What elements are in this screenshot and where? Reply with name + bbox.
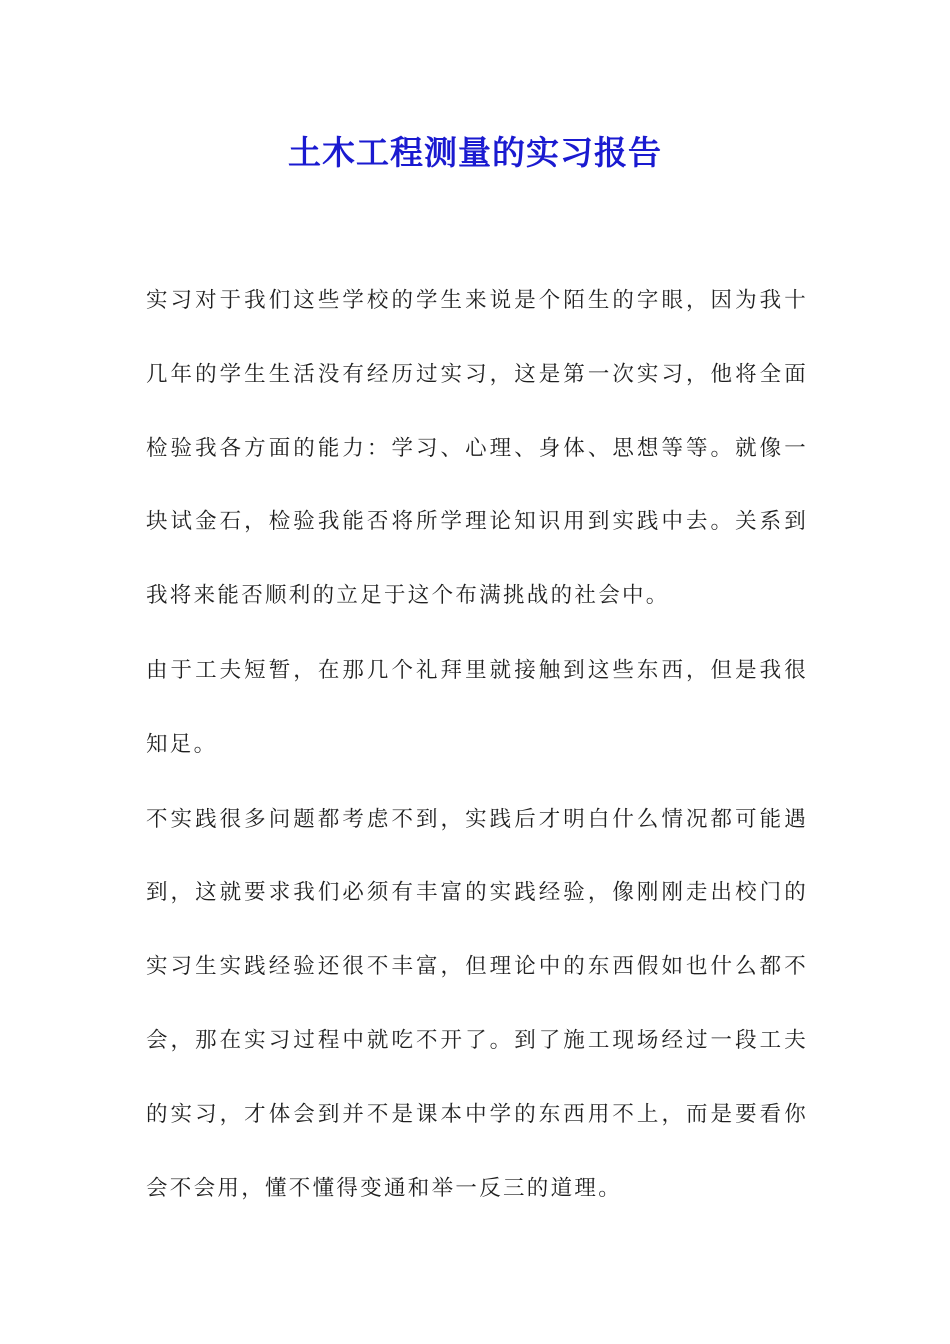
paragraph-3: 不实践很多问题都考虑不到，实践后才明白什么情况都可能遇到，这就要求我们必须有丰富的实践经验，像刚刚走出校门的实习生实践经验还很不丰富，但理论中的东西假如也什么都不会，那在实习过程中就吃不开了。到了施工现场经过一段工夫的实习，才体会到并不是课本中学的东西用不上，而是要看你会不会用，懂不懂得变通和举一反三的道理。 <box>146 806 808 1201</box>
document-title: 土木工程测量的实习报告 <box>288 133 662 172</box>
paragraph-2: 由于工夫短暂，在那几个礼拜里就接触到这些东西，但是我很知足。 <box>146 657 808 757</box>
document-body <box>146 264 808 1226</box>
paragraph-1: 实习对于我们这些学校的学生来说是个陌生的字眼，因为我十几年的学生生活没有经历过实习，这是第一次实习，他将全面检验我各方面的能力：学习、心理、身体、思想等等。就像一块试金石，检验我能否将所学理论知识用到实践中去。关系到我将来能否顺利的立足于这个布满挑战的社会中。 <box>146 288 808 609</box>
